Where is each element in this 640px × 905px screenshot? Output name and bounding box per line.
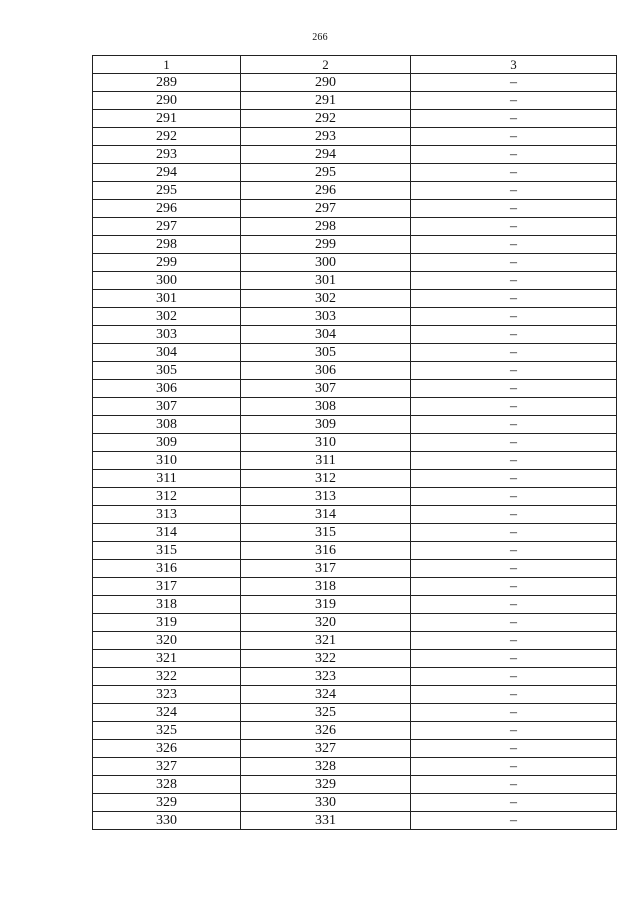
column-header-3: 3 (411, 56, 617, 74)
table-row (93, 542, 617, 560)
table-cell-col-1: 323 (93, 686, 241, 704)
table-row (93, 362, 617, 380)
table-row (93, 164, 617, 182)
table-row (93, 290, 617, 308)
table-cell-col-2: 292 (241, 110, 411, 128)
table-row (93, 416, 617, 434)
table-cell-col-2: 315 (241, 524, 411, 542)
table-cell-col-1: 313 (93, 506, 241, 524)
table-cell-col-3: – (411, 776, 617, 794)
table-row (93, 182, 617, 200)
table-row (93, 308, 617, 326)
table-cell-col-1: 326 (93, 740, 241, 758)
table-cell-col-1: 291 (93, 110, 241, 128)
table-cell-col-3: – (411, 254, 617, 272)
table-cell-col-3: – (411, 614, 617, 632)
table-cell-col-2: 305 (241, 344, 411, 362)
table-cell-col-3: – (411, 326, 617, 344)
table-cell-col-3: – (411, 272, 617, 290)
table-cell-col-3: – (411, 398, 617, 416)
table-cell-col-1: 295 (93, 182, 241, 200)
table-cell-col-2: 291 (241, 92, 411, 110)
table-cell-col-1: 316 (93, 560, 241, 578)
table-cell-col-2: 328 (241, 758, 411, 776)
table-cell-col-2: 330 (241, 794, 411, 812)
table-cell-col-1: 289 (93, 74, 241, 92)
table-cell-col-1: 308 (93, 416, 241, 434)
table-cell-col-3: – (411, 650, 617, 668)
table-row (93, 506, 617, 524)
table-cell-col-1: 306 (93, 380, 241, 398)
table-cell-col-3: – (411, 236, 617, 254)
table-cell-col-1: 315 (93, 542, 241, 560)
table-cell-col-3: – (411, 704, 617, 722)
column-header-1: 1 (93, 56, 241, 74)
table-cell-col-1: 305 (93, 362, 241, 380)
table-cell-col-2: 297 (241, 200, 411, 218)
table-cell-col-1: 312 (93, 488, 241, 506)
table-cell-col-1: 327 (93, 758, 241, 776)
table-cell-col-2: 296 (241, 182, 411, 200)
table-cell-col-3: – (411, 218, 617, 236)
table-cell-col-3: – (411, 524, 617, 542)
table-cell-col-1: 329 (93, 794, 241, 812)
table-row (93, 632, 617, 650)
table-cell-col-1: 325 (93, 722, 241, 740)
table-cell-col-3: – (411, 794, 617, 812)
table-cell-col-3: – (411, 200, 617, 218)
table-cell-col-3: – (411, 668, 617, 686)
table-cell-col-1: 301 (93, 290, 241, 308)
table-body (93, 74, 617, 830)
table-row (93, 722, 617, 740)
table-cell-col-3: – (411, 560, 617, 578)
table-cell-col-3: – (411, 290, 617, 308)
table-cell-col-2: 295 (241, 164, 411, 182)
column-header-2: 2 (241, 56, 411, 74)
table-cell-col-2: 326 (241, 722, 411, 740)
table-cell-col-2: 320 (241, 614, 411, 632)
table-cell-col-1: 298 (93, 236, 241, 254)
table-row (93, 488, 617, 506)
table-row (93, 326, 617, 344)
table-cell-col-2: 323 (241, 668, 411, 686)
table-row (93, 200, 617, 218)
table-cell-col-1: 322 (93, 668, 241, 686)
table-cell-col-2: 294 (241, 146, 411, 164)
table-cell-col-1: 297 (93, 218, 241, 236)
table-row (93, 578, 617, 596)
page-number: 266 (312, 32, 328, 43)
table-row (93, 704, 617, 722)
table-row (93, 614, 617, 632)
table-cell-col-3: – (411, 92, 617, 110)
table-cell-col-3: – (411, 128, 617, 146)
table-row (93, 236, 617, 254)
table-row (93, 380, 617, 398)
table-cell-col-1: 299 (93, 254, 241, 272)
table-row (93, 92, 617, 110)
table-cell-col-2: 290 (241, 74, 411, 92)
table-cell-col-2: 319 (241, 596, 411, 614)
table-cell-col-2: 307 (241, 380, 411, 398)
table-cell-col-2: 324 (241, 686, 411, 704)
table-cell-col-3: – (411, 308, 617, 326)
table-cell-col-2: 308 (241, 398, 411, 416)
table-row (93, 776, 617, 794)
table-cell-col-2: 318 (241, 578, 411, 596)
table-cell-col-1: 318 (93, 596, 241, 614)
table-cell-col-1: 321 (93, 650, 241, 668)
table-cell-col-2: 317 (241, 560, 411, 578)
table-cell-col-3: – (411, 110, 617, 128)
table-row (93, 146, 617, 164)
table-row (93, 218, 617, 236)
table-row (93, 524, 617, 542)
table-row (93, 272, 617, 290)
table-cell-col-3: – (411, 578, 617, 596)
table-row (93, 254, 617, 272)
table-row (93, 110, 617, 128)
table-cell-col-2: 321 (241, 632, 411, 650)
table-row (93, 686, 617, 704)
table-row (93, 740, 617, 758)
table-cell-col-3: – (411, 812, 617, 830)
table-cell-col-3: – (411, 596, 617, 614)
table-cell-col-2: 298 (241, 218, 411, 236)
table-cell-col-1: 302 (93, 308, 241, 326)
table-cell-col-3: – (411, 164, 617, 182)
table-cell-col-1: 330 (93, 812, 241, 830)
table-row (93, 470, 617, 488)
data-table (92, 55, 617, 830)
table-row (93, 650, 617, 668)
table-row (93, 398, 617, 416)
table-row (93, 812, 617, 830)
table-cell-col-2: 306 (241, 362, 411, 380)
table-row (93, 74, 617, 92)
table-cell-col-2: 299 (241, 236, 411, 254)
table-cell-col-2: 304 (241, 326, 411, 344)
table-cell-col-1: 317 (93, 578, 241, 596)
table-cell-col-2: 300 (241, 254, 411, 272)
table-cell-col-1: 290 (93, 92, 241, 110)
table-row (93, 668, 617, 686)
table-cell-col-3: – (411, 758, 617, 776)
table-row (93, 596, 617, 614)
table-cell-col-3: – (411, 344, 617, 362)
table-cell-col-2: 314 (241, 506, 411, 524)
table-cell-col-1: 304 (93, 344, 241, 362)
table-cell-col-2: 325 (241, 704, 411, 722)
table-cell-col-1: 319 (93, 614, 241, 632)
header-row (93, 56, 617, 74)
table-cell-col-1: 296 (93, 200, 241, 218)
table-cell-col-1: 300 (93, 272, 241, 290)
table-cell-col-1: 307 (93, 398, 241, 416)
table-cell-col-2: 302 (241, 290, 411, 308)
table-cell-col-1: 311 (93, 470, 241, 488)
table-cell-col-2: 327 (241, 740, 411, 758)
table-cell-col-3: – (411, 488, 617, 506)
table-cell-col-3: – (411, 740, 617, 758)
table-cell-col-3: – (411, 632, 617, 650)
table-cell-col-1: 314 (93, 524, 241, 542)
table-cell-col-2: 331 (241, 812, 411, 830)
table-cell-col-1: 303 (93, 326, 241, 344)
table-header (93, 56, 617, 74)
table-cell-col-2: 312 (241, 470, 411, 488)
table-cell-col-2: 310 (241, 434, 411, 452)
table-cell-col-2: 311 (241, 452, 411, 470)
table-row (93, 344, 617, 362)
table-cell-col-2: 303 (241, 308, 411, 326)
table-cell-col-1: 324 (93, 704, 241, 722)
table-cell-col-3: – (411, 686, 617, 704)
table-cell-col-2: 322 (241, 650, 411, 668)
table-cell-col-3: – (411, 416, 617, 434)
table-cell-col-1: 320 (93, 632, 241, 650)
table-cell-col-2: 293 (241, 128, 411, 146)
table-cell-col-1: 292 (93, 128, 241, 146)
table-cell-col-2: 329 (241, 776, 411, 794)
table-row (93, 452, 617, 470)
table-cell-col-1: 328 (93, 776, 241, 794)
table-row (93, 758, 617, 776)
table-row (93, 560, 617, 578)
table-cell-col-3: – (411, 506, 617, 524)
table-cell-col-1: 310 (93, 452, 241, 470)
table-cell-col-3: – (411, 722, 617, 740)
table-cell-col-2: 301 (241, 272, 411, 290)
table-cell-col-3: – (411, 452, 617, 470)
table-cell-col-3: – (411, 146, 617, 164)
table-cell-col-3: – (411, 74, 617, 92)
table-cell-col-3: – (411, 434, 617, 452)
table-cell-col-2: 316 (241, 542, 411, 560)
table-cell-col-3: – (411, 542, 617, 560)
table-cell-col-2: 309 (241, 416, 411, 434)
table-cell-col-2: 313 (241, 488, 411, 506)
table-cell-col-1: 293 (93, 146, 241, 164)
table-cell-col-3: – (411, 362, 617, 380)
table-row (93, 794, 617, 812)
table-cell-col-3: – (411, 380, 617, 398)
table-row (93, 128, 617, 146)
table-cell-col-1: 309 (93, 434, 241, 452)
table-row (93, 434, 617, 452)
table-cell-col-3: – (411, 470, 617, 488)
table-cell-col-3: – (411, 182, 617, 200)
table-cell-col-1: 294 (93, 164, 241, 182)
